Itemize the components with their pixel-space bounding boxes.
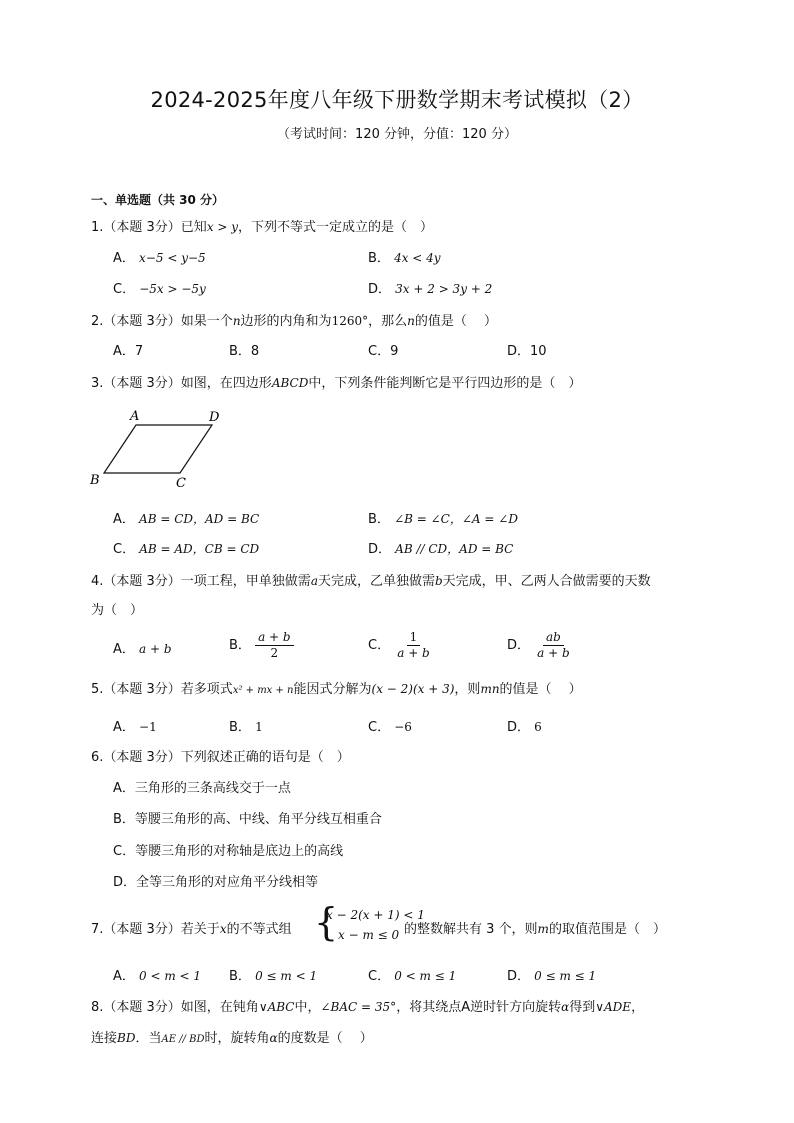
fraction: $\frac{a + b}{2}$ [255,630,294,661]
question-4-option-d: D． $\frac{ab}{a + b}$ [507,630,573,661]
question-8-stem-cont: 连接BD．当AE // BD时，旋转角α的度数是（ ） [91,1031,373,1046]
fraction: $\frac{1}{a + b}$ [397,630,430,660]
question-5-option-d: D． 6 [507,720,542,735]
question-3-option-b: B． ∠B = ∠C，∠A = ∠D [368,512,518,527]
question-1-option-b: B． 4x < 4y [368,251,441,266]
question-4-stem-cont: 为（ ） [91,603,144,618]
question-6-option-d: D．全等三角形的对应角平分线相等 [113,875,319,890]
inequality-row-2: x − m ≤ 0 [338,928,400,942]
question-3-option-c: C． AB = AD，CB = CD [113,542,260,557]
inequality-row-1: x − 2(x + 1) < 1 [326,908,425,922]
question-5-option-b: B． 1 [229,720,263,735]
question-5-option-c: C． −6 [368,720,412,735]
page-title: 2024-2025年度八年级下册数学期末考试模拟（2） [150,88,644,112]
question-4-option-a: A． a + b [113,642,172,657]
question-2-option-b: B．8 [229,344,260,359]
question-4-option-c: C． $\frac{1}{a + b}$ [368,630,433,661]
question-1-stem: 1.（本题 3分）已知x > y，下列不等式一定成立的是（ ） [91,220,434,235]
parallelogram-figure [86,404,236,494]
vertex-label-c: C [176,476,186,491]
question-2-stem: 2.（本题 3分）如果一个n边形的内角和为1260°，那么n的值是（ ） [91,314,497,329]
question-2-option-c: C．9 [368,344,399,359]
question-6-option-b: B．等腰三角形的高、中线、角平分线互相重合 [113,812,382,827]
vertex-label-d: D [209,410,220,425]
question-3-option-a: A． AB = CD，AD = BC [113,512,260,527]
vertex-label-b: B [90,473,100,488]
question-8-stem: 8.（本题 3分）如图，在钝角∨ABC中，∠BAC = 35°，将其绕点A逆时针方向旋转α得到∨ADE， [91,1000,645,1015]
question-7-option-c: C． 0 < m ≤ 1 [368,969,457,984]
question-2-option-a: A．7 [113,344,144,359]
question-1-option-c: C． −5x > −5y [113,282,206,297]
parallelogram-shape [104,425,212,473]
fraction: $\frac{ab}{a + b}$ [537,630,570,660]
question-7-option-a: A． 0 < m < 1 [113,969,202,984]
question-1-option-d: D． 3x + 2 > 3y + 2 [368,282,493,297]
question-6-stem: 6.（本题 3分）下列叙述正确的语句是（ ） [91,750,350,765]
exam-info: （考试时间：120 分钟，分值：120 分） [277,127,517,142]
question-5-option-a: A． −1 [113,720,157,735]
question-3-stem: 3.（本题 3分）如图，在四边形ABCD中，下列条件能判断它是平行四边形的是（ ） [91,376,582,391]
section-heading: 一、单选题（共 30 分） [91,193,225,207]
question-7-option-d: D． 0 ≤ m ≤ 1 [507,969,597,984]
question-7-stem-left: 7.（本题 3分）若关于x的不等式组 [91,922,292,937]
vertex-label-a: A [130,409,140,424]
question-4-stem: 4.（本题 3分）一项工程，甲单独做需a天完成，乙单独做需b天完成，甲、乙两人合做需要的天数 [91,574,651,589]
inequality-system [314,900,425,946]
question-2-option-d: D．10 [507,344,547,359]
question-1-option-a: A． x−5 < y−5 [113,251,206,266]
question-7-option-b: B． 0 ≤ m < 1 [229,969,318,984]
question-7-stem-right: 的整数解共有 3 个，则m的取值范围是（ ） [404,922,666,937]
question-5-stem: 5.（本题 3分）若多项式x² + mx + n能因式分解为(x − 2)(x + 3)，则mn的值是（ ） [91,682,582,697]
question-3-option-d: D． AB // CD，AD = BC [368,542,514,557]
question-6-option-c: C．等腰三角形的对称轴是底边上的高线 [113,844,344,859]
question-6-option-a: A．三角形的三条高线交于一点 [113,781,291,796]
question-4-option-b: B． $\frac{a + b}{2}$ [229,630,294,661]
left-brace: { [314,900,339,944]
